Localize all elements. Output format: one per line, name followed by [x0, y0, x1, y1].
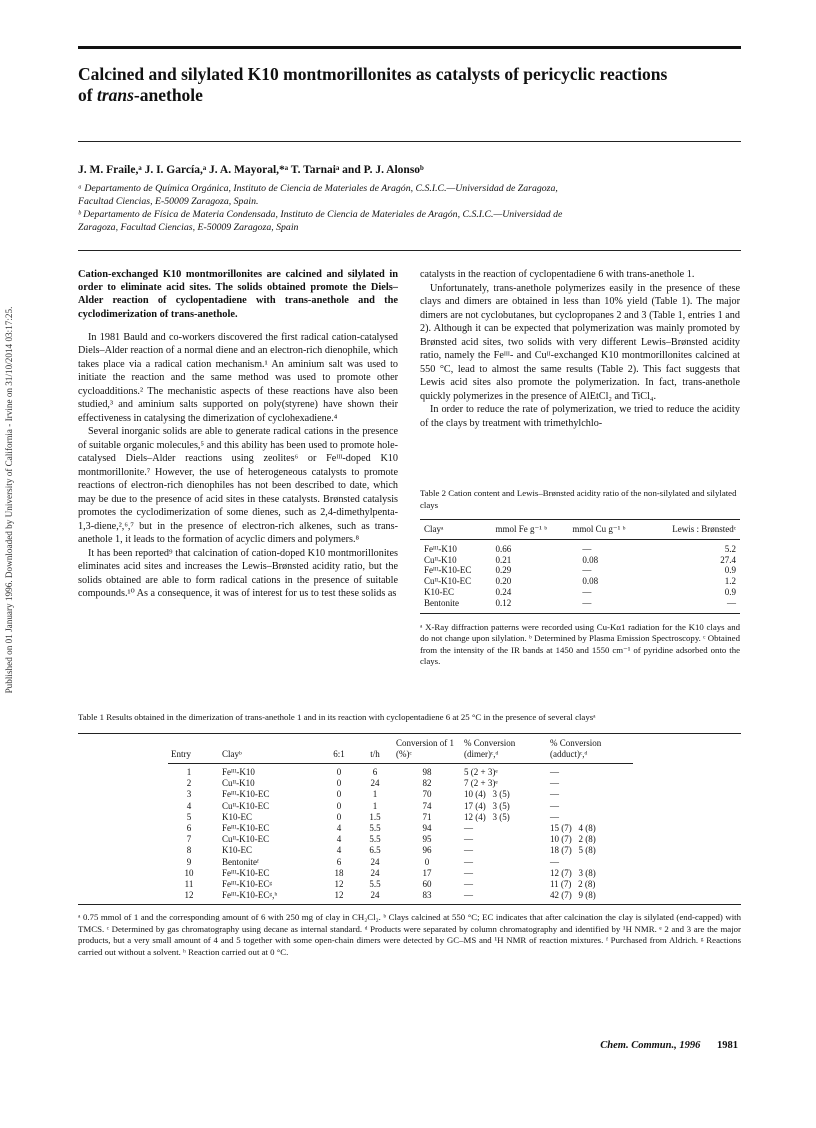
- table-cell: K10-EC: [222, 811, 252, 822]
- table-cell: 12 (4) 3 (5): [464, 811, 510, 822]
- table-cell: 4: [336, 834, 342, 845]
- table-cell: 7 (2 + 3)ᵉ: [464, 778, 498, 789]
- right-column: [420, 268, 740, 430]
- table-cell: 3: [186, 789, 192, 800]
- table-cell: 6: [186, 822, 192, 833]
- table-2-caption: Table 2 Cation content and Lewis–Brønsted acidity ratio of the non-silylated and silylated clays: [420, 488, 737, 510]
- table-cell: —: [464, 890, 473, 901]
- table-row: [168, 812, 633, 823]
- table-cell: 10: [184, 867, 194, 878]
- table-row: [420, 598, 740, 609]
- table-cell: Feᴵᴵᴵ-K10: [222, 766, 255, 777]
- table-cell: 94: [422, 822, 432, 833]
- table-cell: —: [582, 565, 592, 576]
- table-cell: Cuᴵᴵ-K10-EC: [424, 576, 472, 587]
- table-header-cell: mmol Fe g⁻¹ ᵇ: [495, 524, 548, 534]
- table-row: [420, 565, 740, 576]
- table-cell: —: [582, 543, 592, 554]
- table-cell: 71: [422, 811, 432, 822]
- table-cell: 0.08: [582, 554, 599, 565]
- affiliation-b-line-1: ᵇ Departamento de Física de Materia Condensada, Instituto de Ciencia de Materiales de Aragón, C.S.I.C.—Universidad de: [78, 209, 563, 220]
- table-row: [168, 834, 633, 845]
- table-1-footnote: ᵃ 0.75 mmol of 1 and the corresponding amount of 6 with 250 mg of clay in CH₂Cl₂. ᵇ Clays calcined at 550 °C; EC indicates that after calcination the clay is silylated (end-capped) with TMCS. ᶜ Determined by gas chromatography using decane as internal standard. ᵈ Products were separated by column chromatography and identified by ¹H NMR. ᵉ 2 and 3 are the major products, but a very small amount of 4 and 5 together with some open-chain dimers were detected by GC–MS and ¹H NMR of reaction mixtures. ᶠ Purchased from Aldrich. ᵍ Reactions carried out without a solvent. ʰ Reaction carried out at 0 °C.: [78, 912, 741, 957]
- table-cell: 1: [372, 789, 378, 800]
- table-cell: 0: [336, 766, 342, 777]
- table-cell: 18: [334, 867, 344, 878]
- table-cell: —: [550, 766, 559, 777]
- table-cell: 0.21: [495, 554, 512, 565]
- table-row: [420, 544, 740, 555]
- table-cell: 6.5: [369, 845, 381, 856]
- title-rule: [78, 141, 741, 142]
- title-line-2: of trans-anethole: [78, 85, 203, 105]
- affiliation-rule: [78, 250, 741, 251]
- body-paragraph: It has been reported⁹ that calcination of cation-doped K10 montmorillonites eliminates acid sites and increases the Lewis–Brønsted acidity ratio, but the solids obtained are able to form radical cations in the presence of suitable compounds.¹⁰ As a consequence, it was of interest for us to test these solids as: [78, 547, 398, 600]
- table-1-header-rule: [168, 763, 633, 764]
- table-cell: 18 (7) 5 (8): [550, 845, 596, 856]
- table-2-bottom-rule: [420, 613, 740, 614]
- table-cell: 15 (7) 4 (8): [550, 822, 596, 833]
- table-cell: —: [727, 597, 736, 608]
- table-header-cell: t/h: [370, 748, 380, 759]
- table-cell: 4: [186, 800, 192, 811]
- table-cell: 24: [370, 856, 380, 867]
- table-cell: 12: [184, 890, 194, 901]
- table-cell: Cuᴵᴵ-K10-EC: [222, 834, 270, 845]
- table-cell: —: [550, 778, 559, 789]
- body-paragraph: catalysts in the reaction of cyclopentadiene 6 with trans-anethole 1.: [420, 269, 695, 280]
- table-cell: —: [550, 800, 559, 811]
- table-cell: 96: [422, 845, 432, 856]
- body-paragraph: In 1981 Bauld and co-workers discovered the first radical cation-catalysed Diels–Alder reaction of a normal diene and an electron-rich dienophile, which takes place via a radical cation mechanism.¹ An aminium salt was used to initiate the reaction and the same method was used to promote other cycloadditions.² The mechanistic aspects of these reactions have also been studied,³ and aminium salts supported on poly(styrene) have shown their effectiveness in catalysing the dimerization of cyclohexadiene.⁴: [78, 331, 398, 424]
- body-paragraph: Several inorganic solids are able to generate radical cations in the presence of suitable organic molecules,⁵ and this ability has been used to promote hole-catalysed Diels–Alder reactions using zeolites⁶ or Feᴵᴵᴵ-doped K10 montmorillonite.⁷ However, the use of heterogeneous catalysts to promote reactions of electron-rich dienophiles has not been described to date, which may be due to the presence of acid sites in these catalysts. Brønsted catalysis promotes the cyclodimerization of some dienes, such as 2,4-dimethylpenta-1,3-diene,²,⁶,⁷ but in the presence of electron-rich alkenes, such as trans-anethole 1, it leads to the formation of acyclic dimers and polymers.⁸: [78, 426, 398, 546]
- page-footer: [600, 1040, 738, 1051]
- table-1-caption: Table 1 Results obtained in the dimerization of trans-anethole 1 and in its reaction with cyclopentadiene 6 at 25 °C in the presence of several claysᵃ: [78, 712, 596, 722]
- table-cell: 98: [422, 766, 432, 777]
- table-cell: —: [464, 856, 473, 867]
- table-row: [168, 778, 633, 789]
- table-cell: —: [582, 586, 592, 597]
- table-cell: 12: [334, 878, 344, 889]
- table-cell: —: [550, 856, 559, 867]
- table-cell: K10-EC: [222, 845, 252, 856]
- table-2-header-rule: [420, 539, 740, 540]
- table-2-top-rule: [420, 519, 740, 520]
- table-cell: 0: [424, 856, 430, 867]
- table-cell: Feᴵᴵᴵ-K10-ECᵍ: [222, 878, 273, 889]
- table-row: [168, 767, 633, 778]
- table-cell: 0.24: [495, 586, 512, 597]
- table-cell: 0: [336, 800, 342, 811]
- table-cell: 82: [422, 778, 432, 789]
- table-cell: —: [550, 811, 559, 822]
- table-cell: 60: [422, 878, 432, 889]
- table-2: [420, 488, 740, 668]
- table-cell: 17: [422, 867, 432, 878]
- table-cell: 24: [370, 890, 380, 901]
- table-cell: —: [464, 845, 473, 856]
- table-cell: Feᴵᴵᴵ-K10-EC: [424, 565, 472, 576]
- table-cell: 5.2: [724, 543, 736, 554]
- table-cell: 10 (7) 2 (8): [550, 834, 596, 845]
- table-cell: 12: [334, 890, 344, 901]
- table-cell: 0.20: [495, 576, 512, 587]
- table-cell: 1.2: [724, 576, 736, 587]
- table-cell: 0: [336, 789, 342, 800]
- table-cell: 0.29: [495, 565, 512, 576]
- table-cell: 0.12: [495, 597, 512, 608]
- table-row: [168, 868, 633, 879]
- table-cell: 9: [186, 856, 192, 867]
- table-cell: 5.5: [369, 878, 381, 889]
- table-cell: Cuᴵᴵ-K10: [222, 778, 255, 789]
- table-cell: Feᴵᴵᴵ-K10: [424, 543, 457, 554]
- table-header-cell: mmol Cu g⁻¹ ᵇ: [572, 524, 626, 534]
- table-cell: —: [582, 597, 592, 608]
- table-row: [420, 587, 740, 598]
- table-row: [168, 845, 633, 856]
- table-cell: 95: [422, 834, 432, 845]
- table-cell: 83: [422, 890, 432, 901]
- table-cell: Cuᴵᴵ-K10-EC: [222, 800, 270, 811]
- table-1-top-rule: [78, 733, 741, 734]
- table-cell: 27.4: [720, 554, 736, 565]
- table-cell: 42 (7) 9 (8): [550, 890, 596, 901]
- table-cell: 11: [184, 878, 194, 889]
- table-cell: —: [464, 878, 473, 889]
- table-cell: —: [464, 867, 473, 878]
- table-cell: 6: [336, 856, 342, 867]
- table-cell: —: [464, 822, 473, 833]
- table-header-cell: % Conversion (dimer)ᶜ,ᵈ: [464, 737, 516, 759]
- table-cell: 0.66: [495, 543, 512, 554]
- top-rule: [78, 46, 741, 49]
- table-header-cell: % Conversion (adduct)ᶜ,ᵈ: [550, 737, 602, 759]
- table-cell: 1: [186, 766, 192, 777]
- table-row: [168, 857, 633, 868]
- table-row: [168, 890, 633, 901]
- body-paragraph: In order to reduce the rate of polymerization, we tried to reduce the acidity of the clays by treatment with trimethylchlo-: [420, 404, 740, 429]
- table-header-cell: Lewis : Brønstedᶜ: [672, 524, 736, 534]
- table-row: [168, 879, 633, 890]
- table-cell: 11 (7) 2 (8): [550, 878, 596, 889]
- table-cell: 1: [372, 800, 378, 811]
- table-cell: 5: [186, 811, 192, 822]
- table-header-row: [420, 524, 740, 535]
- table-cell: 70: [422, 789, 432, 800]
- table-cell: 24: [370, 778, 380, 789]
- table-row: [420, 576, 740, 587]
- table-cell: 0: [336, 811, 342, 822]
- table-header-cell: Clayᵃ: [424, 524, 444, 534]
- table-cell: Bentonite: [424, 597, 459, 608]
- download-side-note: [4, 260, 26, 740]
- authors: J. M. Fraile,ᵃ J. I. García,ᵃ J. A. Mayoral,*ᵃ T. Tarnaiᵃ and P. J. Alonsoᵇ: [78, 164, 424, 176]
- table-cell: Bentoniteᶠ: [222, 856, 259, 867]
- table-cell: 0.9: [724, 586, 736, 597]
- table-cell: 0.9: [724, 565, 736, 576]
- table-cell: 2: [186, 778, 192, 789]
- title-line-1: Calcined and silylated K10 montmorillonites as catalysts of pericyclic reactions: [78, 64, 668, 84]
- table-row: [168, 789, 633, 800]
- table-cell: Feᴵᴵᴵ-K10-ECᵍ,ʰ: [222, 890, 278, 901]
- table-header-cell: Entry: [171, 748, 191, 759]
- table-row: [168, 801, 633, 812]
- table-header-cell: Conversion of 1 (%)ᶜ: [396, 737, 454, 759]
- table-1-grid: [168, 738, 633, 902]
- table-cell: Feᴵᴵᴵ-K10-EC: [222, 867, 270, 878]
- table-cell: 6: [372, 766, 378, 777]
- table-cell: 8: [186, 845, 192, 856]
- table-cell: 5.5: [369, 834, 381, 845]
- affiliation-b-line-2: Zaragoza, Facultad Ciencias, E-50009 Zaragoza, Spain: [78, 222, 299, 233]
- table-1: [78, 712, 741, 958]
- table-cell: 4: [336, 822, 342, 833]
- abstract: Cation-exchanged K10 montmorillonites are calcined and silylated in order to eliminate acid sites. The solids obtained promote the Diels–Alder reaction of cyclopentadiene with trans-anethole and the cyclodimerization of trans-anethole.: [78, 269, 398, 320]
- table-cell: K10-EC: [424, 586, 454, 597]
- table-cell: 0.08: [582, 576, 599, 587]
- journal-name: Chem. Commun., 1996: [600, 1040, 701, 1051]
- table-cell: 4: [336, 845, 342, 856]
- table-cell: 74: [422, 800, 432, 811]
- table-header-cell: Clayᵇ: [222, 748, 242, 759]
- affiliation-a-line-2: Facultad Ciencias, E-50009 Zaragoza, Spain.: [78, 196, 259, 207]
- table-cell: 5.5: [369, 822, 381, 833]
- table-row: [168, 823, 633, 834]
- table-cell: Feᴵᴵᴵ-K10-EC: [222, 822, 270, 833]
- table-cell: 12 (7) 3 (8): [550, 867, 596, 878]
- table-cell: Cuᴵᴵ-K10: [424, 554, 457, 565]
- table-cell: 0: [336, 778, 342, 789]
- table-cell: 10 (4) 3 (5): [464, 789, 510, 800]
- table-cell: —: [464, 834, 473, 845]
- affiliations: [78, 182, 738, 234]
- table-cell: 1.5: [369, 811, 381, 822]
- body-paragraph: Unfortunately, trans-anethole polymerizes easily in the presence of these clays and dimers are obtained in less than 10% yield (Table 1). The major dimers are not cyclobutanes, but cyclopropanes 2 and 3 (Table 1, entries 1 and 2). Although it can be expected that polymerization was mainly promoted by Brønsted acid sites, two solids with very different Lewis–Brønsted acidity ratio, namely the Feᴵᴵᴵ- and Cuᴵᴵ-exchanged K10 montmorillonites calcined at 550 °C, lead to almost the same results (Table 2). This fact suggests that Lewis acid sites also promote the polymerization. In fact, trans-anethole quickly polymerizes in the presence of AlEtCl₂ and TiCl₄.: [420, 282, 740, 402]
- table-cell: 7: [186, 834, 192, 845]
- table-cell: 24: [370, 867, 380, 878]
- table-2-grid: [420, 524, 740, 609]
- table-2-footnote: ᵃ X-Ray diffraction patterns were recorded using Cu-Kα1 radiation for the K10 clays and do not change upon silylation. ᵇ Determined by Plasma Emission Spectroscopy. ᶜ Obtained from the intensity of the IR bands at 1450 and 1550 cm⁻¹ of pyridine adsorbed onto the clays.: [420, 621, 740, 667]
- affiliation-a-line-1: ᵃ Departamento de Química Orgánica, Instituto de Ciencia de Materiales de Aragón, C.S.I.C.—Universidad de Zaragoza,: [78, 183, 558, 194]
- table-cell: 17 (4) 3 (5): [464, 800, 510, 811]
- table-1-bottom-rule: [78, 904, 741, 905]
- article-title: [78, 64, 738, 106]
- table-cell: 5 (2 + 3)ᵉ: [464, 766, 498, 777]
- table-header-cell: 6:1: [333, 748, 345, 759]
- table-cell: —: [550, 789, 559, 800]
- side-note-text: Published on 01 January 1996. Downloaded by University of California - Irvine on 31/10/2014 03:17:25.: [4, 306, 14, 694]
- left-column: [78, 268, 398, 601]
- table-row: [420, 555, 740, 566]
- page-number: 1981: [717, 1040, 738, 1051]
- table-header-row: [168, 738, 633, 760]
- table-cell: Feᴵᴵᴵ-K10-EC: [222, 789, 270, 800]
